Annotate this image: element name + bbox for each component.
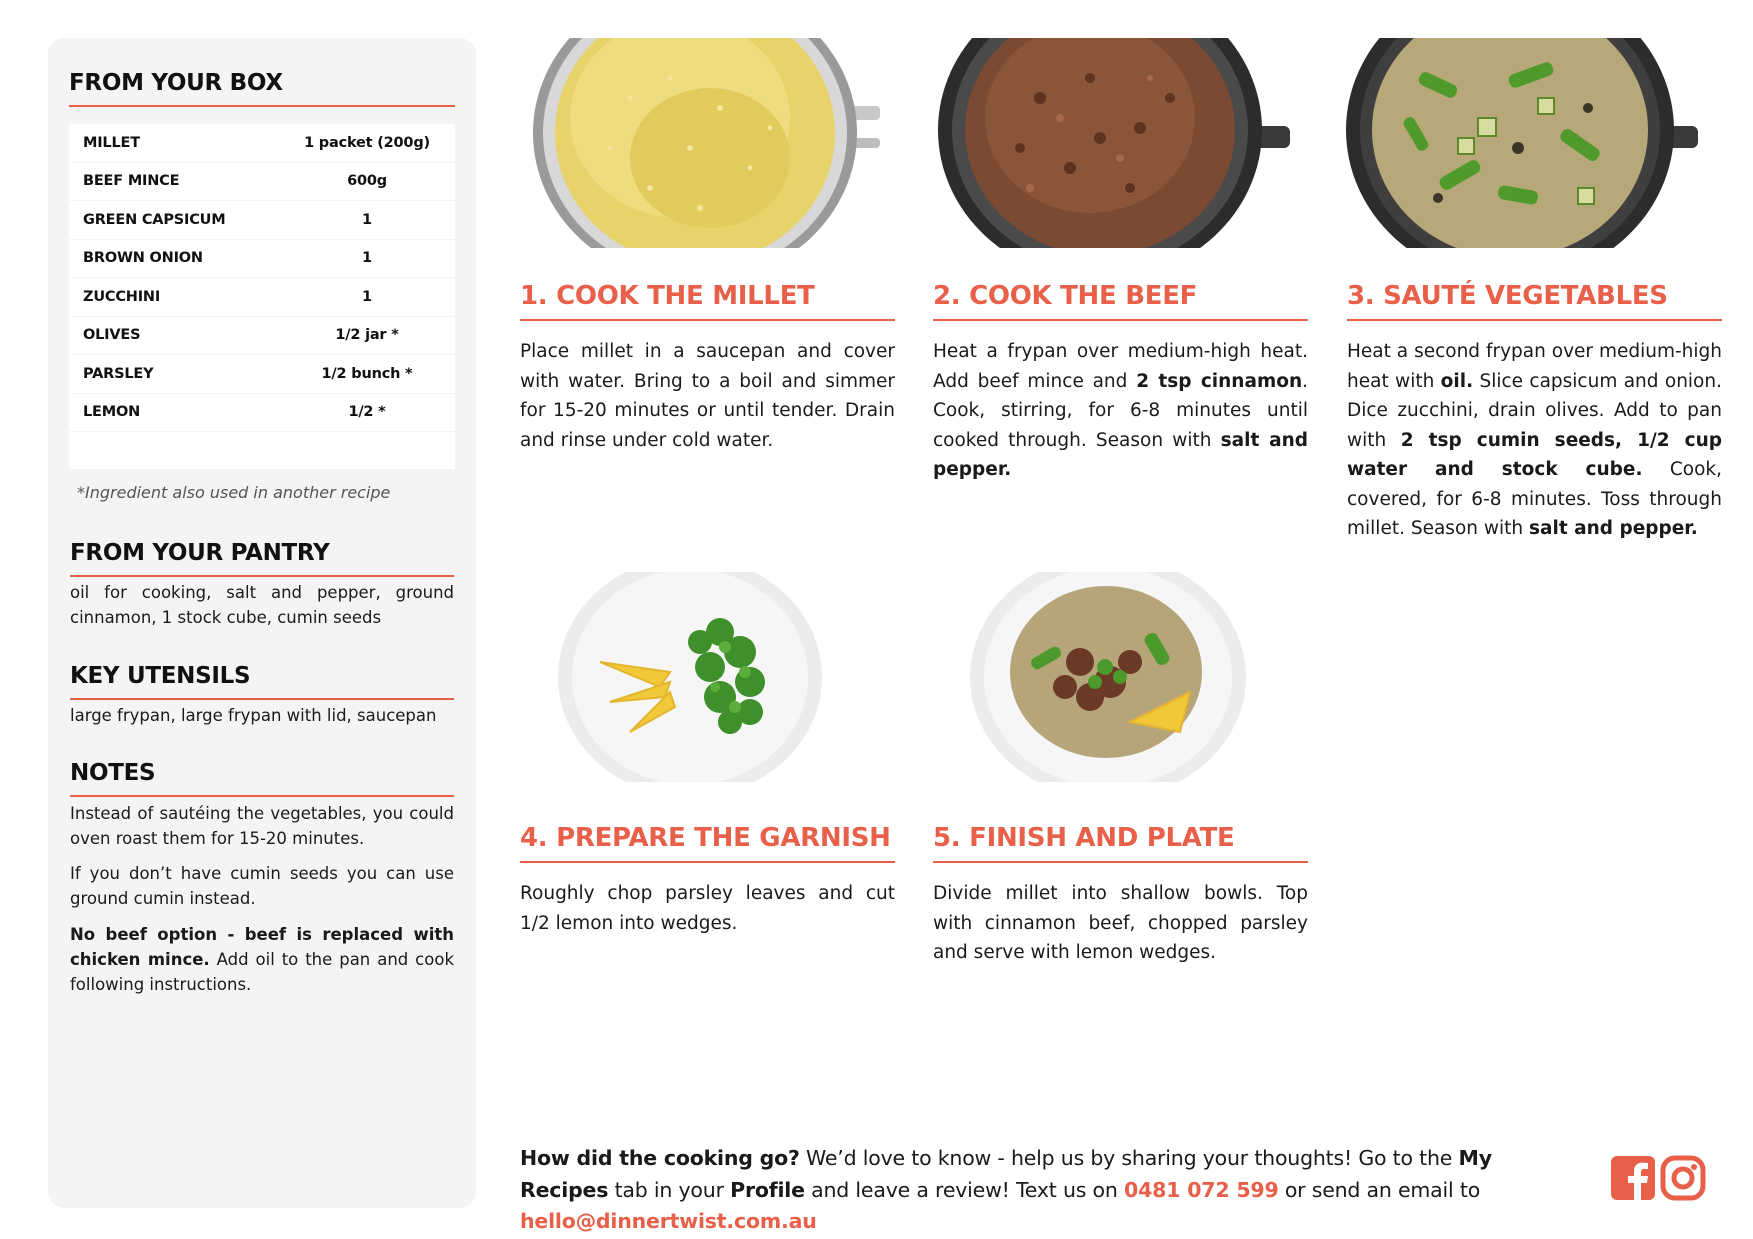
ingredient-name: GREEN CAPSICUM: [83, 211, 226, 228]
step-3-text: [1347, 337, 1722, 544]
ingredient-row: [69, 394, 455, 433]
from-your-box-heading: FROM YOUR BOX: [69, 70, 455, 107]
ingredient-qty: 1/2 *: [348, 404, 386, 421]
notes-heading: NOTES: [70, 760, 454, 797]
beef-photo: [930, 38, 1290, 248]
phone-number-link[interactable]: 0481 072 599: [1124, 1177, 1279, 1202]
instagram-icon[interactable]: [1660, 1155, 1706, 1201]
step-3-text-part: Heat a second frypan over medium-high heat with: [1347, 341, 1722, 392]
footer-text: tab in your: [608, 1177, 731, 1202]
ingredient-name: BROWN ONION: [83, 250, 203, 267]
ingredient-row: [69, 355, 455, 394]
ingredients-table: [69, 124, 455, 470]
ingredient-row: [69, 124, 455, 163]
ingredient-qty: 1: [362, 211, 372, 228]
step-2-text-part: Heat a frypan over medium-high heat. Add beef mince and: [933, 341, 1308, 392]
ingredient-qty: 600g: [347, 173, 387, 190]
ingredient-name: BEEF MINCE: [83, 173, 180, 190]
garnish-photo: [520, 572, 880, 782]
note-oven-roast: Instead of sautéing the vegetables, you could oven roast them for 15-20 minutes.: [70, 804, 454, 848]
ingredient-qty: 1: [362, 250, 372, 267]
ingredient-row-empty: [69, 432, 455, 470]
ingredient-row: [69, 317, 455, 356]
ingredient-name: ZUCCHINI: [83, 288, 161, 305]
note-no-beef-rest: Add oil to the pan and cook following instructions.: [70, 950, 454, 994]
step-2-text-part: . Cook, stirring, for 6-8 minutes until cooked through. Season with: [933, 370, 1309, 451]
step-2-title: 2. COOK THE BEEF: [933, 281, 1308, 321]
vegetables-photo: [1338, 38, 1698, 248]
millet-photo: [520, 38, 880, 248]
ingredient-row: [69, 201, 455, 240]
utensils-text: large frypan, large frypan with lid, saucepan: [70, 706, 437, 725]
ingredient-name: OLIVES: [83, 327, 141, 344]
step-3-text-part: Cook, covered, for 6-8 minutes. Toss through millet. Season with: [1347, 459, 1722, 539]
ingredient-qty: 1/2 bunch *: [321, 365, 413, 382]
step-3-title: 3. SAUTÉ VEGETABLES: [1347, 281, 1722, 321]
ingredient-qty: 1 packet (200g): [304, 134, 430, 151]
ingredient-name: MILLET: [83, 134, 140, 151]
note-no-beef-bold: No beef option - beef is replaced with chicken mince.: [70, 925, 454, 969]
step-1-title: 1. COOK THE MILLET: [520, 281, 895, 321]
profile-label: Profile: [730, 1177, 805, 1202]
footer-text: or send an email to: [1278, 1177, 1481, 1202]
key-utensils-heading: KEY UTENSILS: [70, 663, 454, 700]
feedback-question: How did the cooking go?: [520, 1146, 800, 1170]
ingredient-row: [69, 240, 455, 279]
facebook-icon[interactable]: [1610, 1155, 1656, 1201]
footer-text: and leave a review! Text us on: [804, 1177, 1124, 1202]
pantry-text: oil for cooking, salt and pepper, ground cinnamon, 1 stock cube, cumin seeds: [70, 583, 454, 627]
ingredient-name: LEMON: [83, 404, 141, 421]
step-2-text: [933, 337, 1308, 485]
step-3-text-bold: 2 tsp cumin seeds, 1/2 cup water and stock cube.: [1347, 429, 1722, 480]
plated-dish-photo: [930, 572, 1290, 782]
step-3-text-part: Slice capsicum and onion. Dice zucchini, drain olives. Add to pan with: [1347, 370, 1722, 451]
ingredients-panel: [48, 38, 476, 1208]
footer-text: We’d love to know - help us by sharing your thoughts! Go to the: [799, 1146, 1459, 1170]
step-3-text-bold: salt and pepper.: [1529, 518, 1698, 539]
ingredient-row: [69, 278, 455, 317]
step-4-text: Roughly chop parsley leaves and cut 1/2 lemon into wedges.: [520, 883, 895, 934]
note-cumin: If you don’t have cumin seeds you can use ground cumin instead.: [70, 864, 454, 908]
step-5-text: Divide millet into shallow bowls. Top with cinnamon beef, chopped parsley and serve with lemon wedges.: [933, 883, 1308, 963]
feedback-footer: [520, 1143, 1585, 1238]
step-2-text-bold: salt and pepper.: [933, 429, 1308, 480]
note-no-beef: [70, 922, 454, 997]
step-4-title: 4. PREPARE THE GARNISH: [520, 823, 895, 863]
ingredient-row: [69, 163, 455, 202]
ingredient-name: PARSLEY: [83, 365, 154, 382]
step-5-title: 5. FINISH AND PLATE: [933, 823, 1308, 863]
from-your-pantry-heading: FROM YOUR PANTRY: [70, 540, 454, 577]
email-link[interactable]: hello@dinnertwist.com.au: [520, 1209, 817, 1233]
step-3-text-bold: oil.: [1440, 370, 1474, 392]
ingredient-qty: 1: [362, 288, 372, 305]
step-2-text-bold: 2 tsp cinnamon: [1136, 370, 1303, 392]
step-1-text: Place millet in a saucepan and cover with water. Bring to a boil and simmer for 15-20 minutes or until tender. Drain and rinse under cold water.: [520, 341, 895, 451]
ingredient-qty: 1/2 jar *: [335, 327, 399, 344]
ingredient-footnote: *Ingredient also used in another recipe: [77, 483, 391, 502]
my-recipes-label: My Recipes: [520, 1146, 1492, 1202]
